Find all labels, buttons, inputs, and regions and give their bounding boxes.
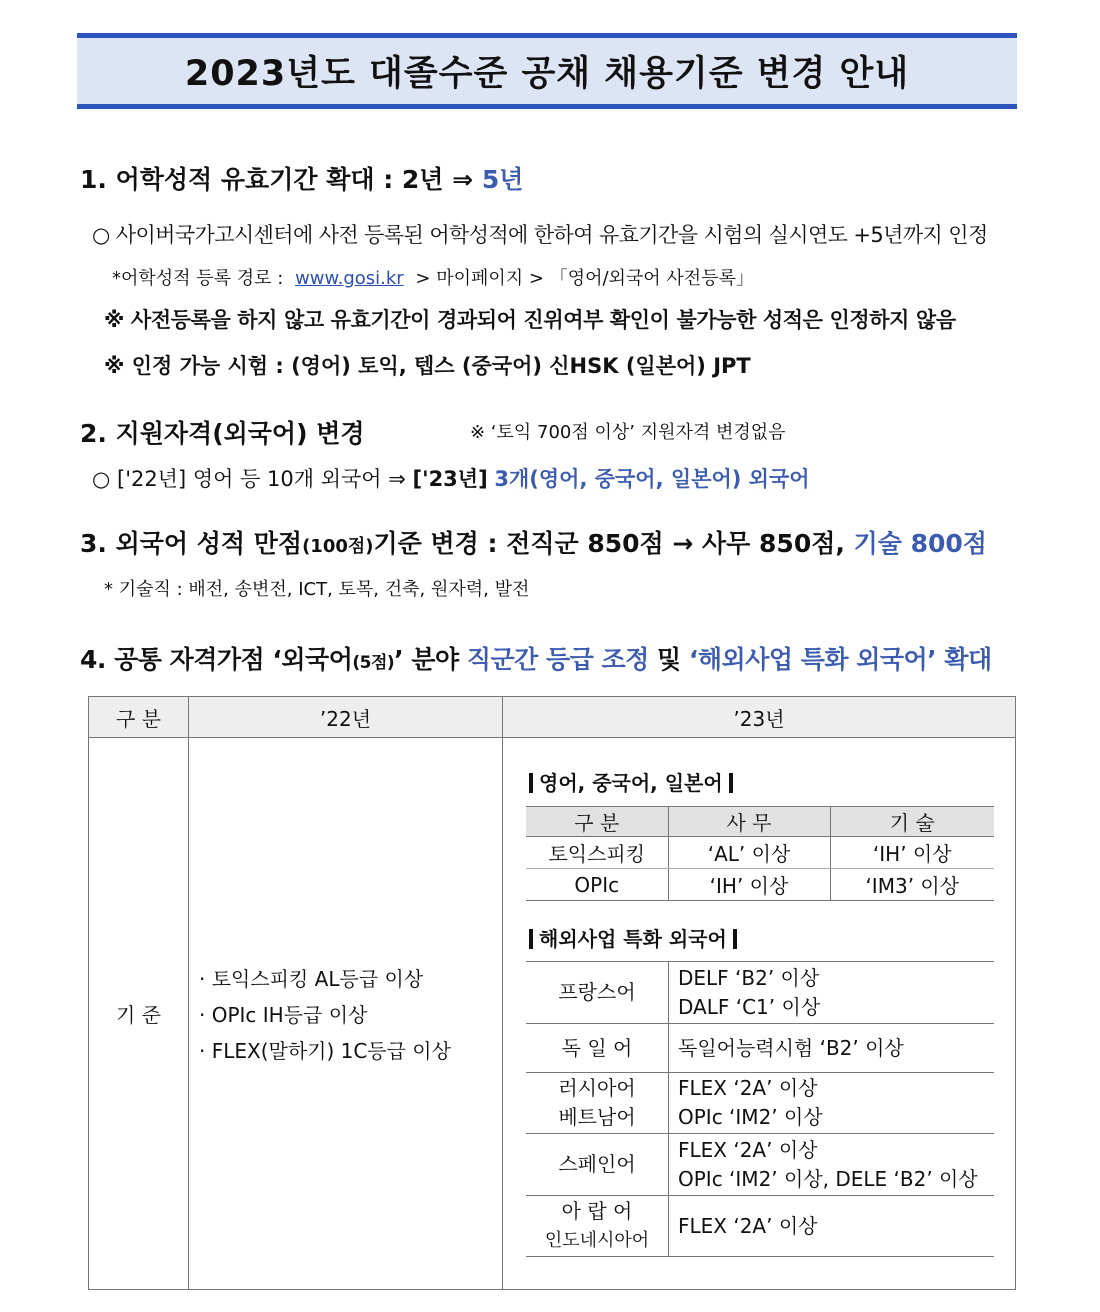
table-row: [526, 869, 994, 901]
table-row: [526, 1073, 994, 1134]
requirement-text: FLEX ‘2A’ 이상: [678, 1076, 818, 1100]
language-requirement: [678, 1024, 904, 1072]
bar-marker: [529, 773, 533, 793]
test-name: 토익스피킹: [526, 837, 668, 869]
language-name: [526, 1134, 669, 1195]
language-name-text: 인도네시아어: [544, 1230, 650, 1251]
section-4-heading: [80, 640, 992, 676]
requirement-text: DELF ‘B2’ 이상: [678, 965, 820, 990]
title-box: [77, 33, 1017, 109]
header-category: 구 분: [116, 706, 161, 731]
sub-header-office: 사 무: [668, 807, 830, 837]
section-3-heading-b: 기준 변경 : 전직군 850점 → 사무 850점,: [373, 529, 854, 558]
language-name: [526, 1196, 669, 1256]
technical-requirement: ‘IM3’ 이상: [830, 869, 994, 901]
section-2-bullet-accent: 3개(영어, 중국어, 일본어) 외국어: [494, 467, 810, 491]
gosi-link[interactable]: www.gosi.kr: [295, 268, 404, 289]
language-name-text: 독 일 어: [561, 1035, 633, 1060]
technical-requirement: ‘IH’ 이상: [830, 837, 994, 869]
language-name-text: 프랑스어: [558, 980, 636, 1004]
language-requirement: [678, 962, 820, 1023]
requirement-text: FLEX ‘2A’ 이상: [678, 1137, 818, 1162]
requirement-text: OPIc ‘IM2’ 이상, DELE ‘B2’ 이상: [678, 1166, 978, 1191]
sub-header-technical: 기 술: [830, 807, 994, 837]
section-3-heading-small: (100점): [302, 536, 374, 557]
major-languages-table: [526, 806, 994, 901]
office-requirement: ‘AL’ 이상: [668, 837, 830, 869]
table-divider: [188, 697, 189, 1289]
section-4-heading-small: (5점): [352, 653, 395, 673]
section-1-heading: [80, 160, 523, 196]
section-4-heading-mid: 및: [648, 645, 689, 674]
section-4-heading-accent-1: 직군간 등급 조정: [466, 645, 649, 674]
section-3-note: * 기술직 : 배전, 송변전, ICT, 토목, 건축, 원자력, 발전: [104, 579, 530, 600]
section-2-bullet-year: ['23년]: [412, 467, 488, 491]
section-2-note: ※ ‘토익 700점 이상’ 지원자격 변경없음: [470, 422, 786, 443]
section-4-heading-b: ’ 분야: [394, 645, 467, 674]
section-1-bullet: ○ 사이버국가고시센터에 사전 등록된 어학성적에 한하여 유효기간을 시험의 실시연도 +5년까지 인정: [92, 223, 988, 247]
list-item: · FLEX(말하기) 1C등급 이상: [199, 1039, 451, 1063]
language-name: [526, 1024, 669, 1072]
section-4-heading-accent-2: ‘해외사업 특화 외국어’ 확대: [688, 645, 992, 674]
requirement-text: 독일어능력시험 ‘B2’ 이상: [678, 1035, 904, 1060]
test-name: OPIc: [526, 869, 668, 901]
language-name: [526, 1073, 669, 1133]
bar-marker: [529, 929, 533, 949]
section-label-major-languages-text: 영어, 중국어, 일본어: [539, 771, 723, 795]
table-row: [526, 1196, 994, 1257]
row-label-criteria: 기 준: [116, 1003, 161, 1027]
bar-marker: [729, 773, 733, 793]
section-4-heading-a: 4. 공통 자격가점 ‘외국어: [80, 645, 353, 674]
list-item: · OPIc IH등급 이상: [199, 1003, 368, 1027]
language-name-text: 러시아어: [558, 1076, 636, 1100]
section-3-heading-a: 3. 외국어 성적 만점: [80, 529, 303, 558]
section-3-heading-accent: 기술 800점: [853, 529, 987, 558]
requirement-text: OPIc ‘IM2’ 이상: [678, 1105, 823, 1129]
section-1-route: [112, 264, 754, 290]
section-1-note-1: ※ 사전등록을 하지 않고 유효기간이 경과되어 진위여부 확인이 불가능한 성적은 인정하지 않음: [104, 308, 956, 332]
route-suffix: > 마이페이지 > 「영어/외국어 사전등록」: [415, 268, 754, 289]
criteria-table: [88, 696, 1016, 1290]
language-name-text: 베트남어: [558, 1105, 636, 1129]
section-1-note-2: ※ 인정 가능 시험 : (영어) 토익, 텝스 (중국어) 신HSK (일본어) JPT: [104, 354, 751, 378]
table-row: [526, 1024, 994, 1073]
section-2-bullet: [92, 463, 810, 493]
requirement-text: DALF ‘C1’ 이상: [678, 994, 821, 1019]
table-row: [526, 837, 994, 869]
section-label-overseas-languages-text: 해외사업 특화 외국어: [539, 927, 727, 951]
list-item: · 토익스피킹 AL등급 이상: [199, 967, 424, 991]
bar-marker: [733, 929, 737, 949]
section-1-heading-accent: 5년: [481, 165, 524, 194]
criteria-2022: [199, 961, 451, 1069]
section-2-bullet-prefix: ○ ['22년] 영어 등 10개 외국어 ⇒: [92, 467, 413, 491]
route-prefix: *어학성적 등록 경로 :: [112, 268, 284, 289]
section-1-heading-text: 1. 어학성적 유효기간 확대 : 2년 ⇒: [80, 165, 482, 194]
language-requirement: [678, 1134, 978, 1195]
language-requirement: [678, 1196, 817, 1256]
header-2022: ’22년: [319, 706, 372, 731]
header-2023: ’23년: [733, 706, 785, 731]
sub-header-category: 구 분: [526, 807, 668, 837]
section-label-major-languages: [529, 767, 739, 796]
requirement-text: FLEX ‘2A’ 이상: [678, 1213, 818, 1238]
table-divider: [502, 697, 503, 1289]
language-name: [526, 962, 669, 1023]
table-row: [526, 807, 994, 837]
section-label-overseas-languages: [529, 923, 743, 952]
language-name-text: 아 랍 어: [561, 1199, 633, 1223]
section-3-heading: [80, 524, 987, 560]
table-row: [526, 962, 994, 1024]
table-row: [526, 1134, 994, 1196]
page-title: 2023년도 대졸수준 공채 채용기준 변경 안내: [184, 54, 910, 94]
language-name-text: 스페인어: [558, 1152, 636, 1176]
language-requirement: [678, 1073, 823, 1133]
overseas-languages-table: [526, 961, 994, 1257]
section-2-heading: 2. 지원자격(외국어) 변경: [80, 419, 365, 448]
office-requirement: ‘IH’ 이상: [668, 869, 830, 901]
